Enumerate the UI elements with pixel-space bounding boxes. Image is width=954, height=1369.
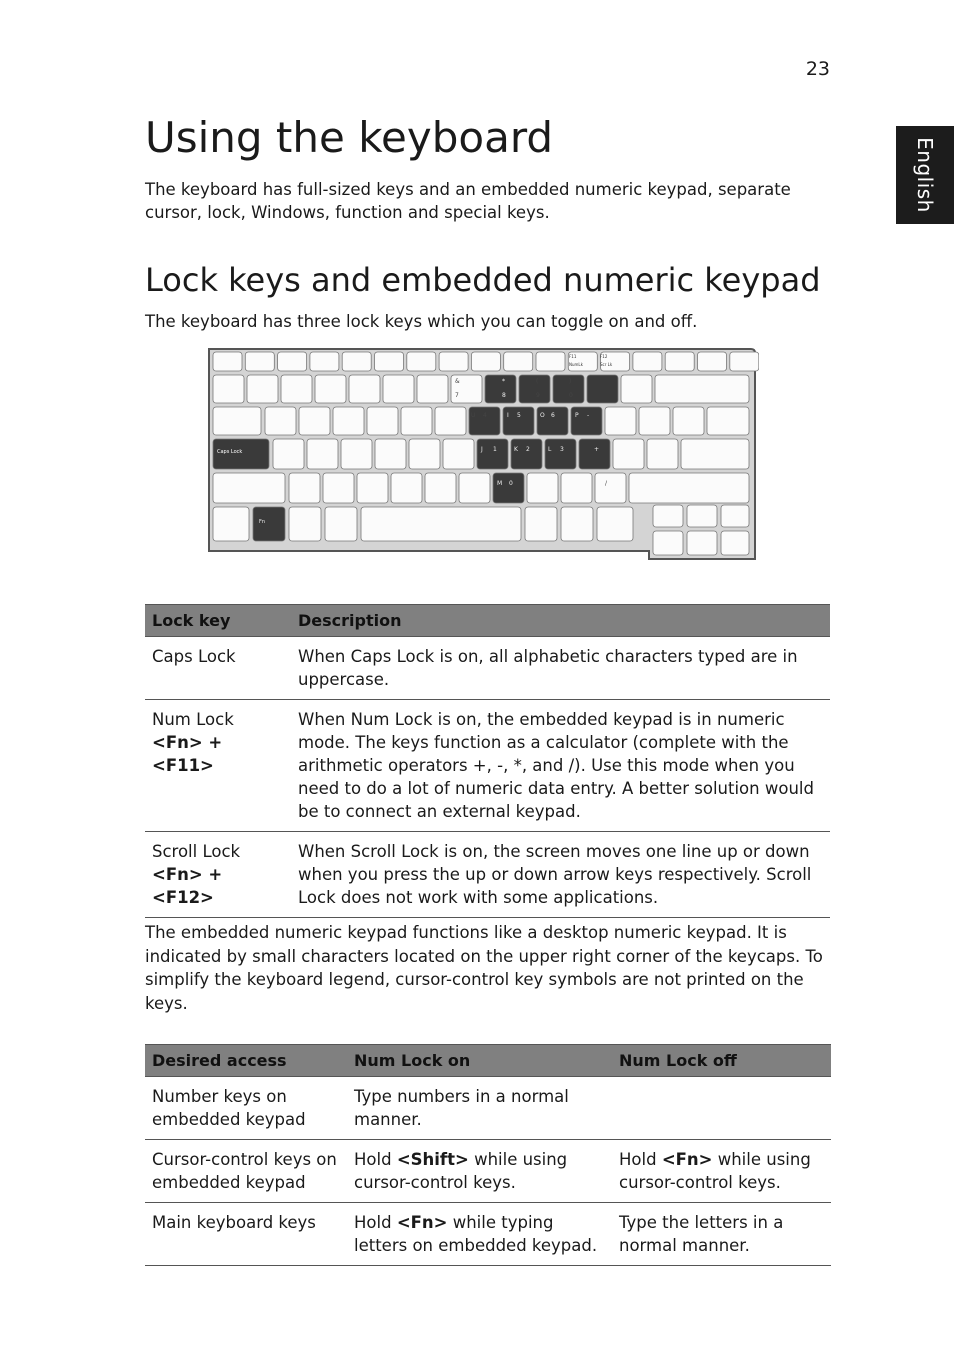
key-i-label: I bbox=[507, 412, 509, 419]
letter-key bbox=[639, 407, 670, 435]
key-o-label: O bbox=[540, 412, 545, 419]
section-title: Lock keys and embedded numeric keypad bbox=[145, 261, 821, 299]
keyboard-keys bbox=[213, 352, 759, 555]
number-row-key bbox=[587, 375, 618, 403]
caps-lock-label: Caps Lock bbox=[217, 449, 243, 455]
windows-key bbox=[289, 507, 321, 541]
column-header: Desired access bbox=[145, 1045, 347, 1077]
column-header: Num Lock off bbox=[612, 1045, 831, 1077]
key-l-label: L bbox=[548, 446, 552, 453]
letter-key bbox=[459, 473, 490, 503]
letter-key bbox=[595, 473, 626, 503]
letter-key bbox=[613, 439, 644, 469]
cell-text: Hold bbox=[354, 1213, 397, 1232]
letter-key bbox=[323, 473, 354, 503]
arrow-key bbox=[687, 505, 717, 527]
table-row bbox=[145, 637, 830, 700]
keyboard-illustration bbox=[203, 345, 759, 563]
tab-key bbox=[213, 407, 261, 435]
page-title: Using the keyboard bbox=[145, 113, 554, 162]
enter-key bbox=[681, 439, 749, 469]
access-cell: Number keys on embedded keypad bbox=[145, 1077, 347, 1140]
number-row-key bbox=[621, 375, 652, 403]
number-row-key bbox=[315, 375, 346, 403]
key-1-label: 1 bbox=[493, 446, 497, 453]
function-key bbox=[439, 352, 468, 371]
column-header: Lock key bbox=[145, 605, 291, 637]
description-cell: When Scroll Lock is on, the screen moves one line up or down when you press the up or down arrow keys respectively. Scroll Lock does not work with some applications. bbox=[291, 832, 830, 918]
num-lock-on-cell bbox=[347, 1203, 612, 1266]
intro-paragraph: The keyboard has full-sized keys and an embedded numeric keypad, separate cursor, lock, Windows, function and special keys. bbox=[145, 180, 791, 222]
letter-key bbox=[307, 439, 338, 469]
key-combination: <Fn> + <F12> bbox=[152, 865, 223, 907]
f12-label: F12 bbox=[600, 354, 608, 359]
column-header: Num Lock on bbox=[347, 1045, 612, 1077]
right-shift-key bbox=[629, 473, 749, 503]
number-row-key bbox=[519, 375, 550, 403]
key-2-label: 2 bbox=[526, 446, 530, 453]
key-minus-label: - bbox=[587, 412, 590, 419]
function-key bbox=[213, 352, 242, 371]
key-combination: <Fn> + <F11> bbox=[152, 733, 223, 775]
function-key bbox=[471, 352, 500, 371]
letter-key bbox=[367, 407, 398, 435]
letter-key bbox=[273, 439, 304, 469]
cell-text: while using cursor-control keys. bbox=[354, 1150, 568, 1192]
arrow-key bbox=[721, 505, 749, 527]
lock-keys-table bbox=[145, 604, 830, 918]
lock-key-name: Scroll Lock bbox=[152, 842, 241, 861]
alt-gr-key bbox=[525, 507, 557, 541]
language-tab bbox=[896, 126, 954, 224]
cell-text: while typing letters on embedded keypad. bbox=[354, 1213, 598, 1255]
letter-key bbox=[289, 473, 320, 503]
column-header: Description bbox=[291, 605, 830, 637]
letter-key bbox=[527, 473, 558, 503]
arrow-key bbox=[653, 505, 683, 527]
number-row-key bbox=[349, 375, 380, 403]
table-header-row bbox=[145, 605, 830, 637]
letter-key bbox=[409, 439, 440, 469]
letter-key bbox=[443, 439, 474, 469]
key-3-label: 3 bbox=[560, 446, 564, 453]
backspace-key bbox=[655, 375, 749, 403]
num-lock-off-cell bbox=[612, 1140, 831, 1203]
number-row-key bbox=[213, 375, 244, 403]
letter-key bbox=[375, 439, 406, 469]
ctrl-key bbox=[213, 507, 249, 541]
table-row bbox=[145, 832, 830, 918]
key-m-label: M bbox=[497, 480, 503, 487]
key-5-label: 5 bbox=[517, 412, 521, 419]
function-key bbox=[245, 352, 274, 371]
function-key bbox=[536, 352, 565, 371]
cell-text: while using cursor-control keys. bbox=[619, 1150, 811, 1192]
key-slash-label: / bbox=[605, 480, 608, 487]
letter-key bbox=[357, 473, 388, 503]
ctrl-key bbox=[597, 507, 633, 541]
letter-key bbox=[673, 407, 704, 435]
function-key bbox=[698, 352, 727, 371]
space-key bbox=[361, 507, 521, 541]
desired-access-table bbox=[145, 1044, 831, 1266]
number-row-key bbox=[383, 375, 414, 403]
letter-key bbox=[511, 439, 542, 469]
num-lock-on-cell bbox=[347, 1140, 612, 1203]
number-row-key bbox=[281, 375, 312, 403]
cell-text: Type the letters in a normal manner. bbox=[619, 1213, 784, 1255]
table-row bbox=[145, 1140, 831, 1203]
num-lock-on-cell bbox=[347, 1077, 612, 1140]
function-key bbox=[310, 352, 339, 371]
key-6-label: 6 bbox=[551, 412, 555, 419]
lock-key-cell bbox=[145, 832, 291, 918]
letter-key bbox=[333, 407, 364, 435]
number-row-key bbox=[417, 375, 448, 403]
key-star-label: * bbox=[502, 378, 505, 385]
letter-key bbox=[391, 473, 422, 503]
cell-text: Type numbers in a normal manner. bbox=[354, 1087, 569, 1129]
key-paren-close-label: ) bbox=[569, 378, 572, 385]
function-key bbox=[407, 352, 436, 371]
function-key bbox=[342, 352, 371, 371]
letter-key bbox=[265, 407, 296, 435]
function-key bbox=[278, 352, 307, 371]
letter-key bbox=[561, 473, 592, 503]
access-cell: Cursor-control keys on embedded keypad bbox=[145, 1140, 347, 1203]
fn-key-label: Fn bbox=[259, 519, 266, 525]
menu-key bbox=[561, 507, 593, 541]
key-p-label: P bbox=[575, 412, 579, 419]
key-code: <Fn> bbox=[661, 1150, 713, 1169]
alt-key bbox=[325, 507, 357, 541]
description-cell: When Num Lock is on, the embedded keypad is in numeric mode. The keys function as a calculator (complete with the arithmetic operators +, -, *, and /). Use this mode when you need to do a lot of numeric data entry. A better solution would be to connect an external keypad. bbox=[291, 700, 830, 832]
key-ampersand-label: & bbox=[455, 378, 460, 385]
letter-key bbox=[477, 439, 508, 469]
function-key bbox=[504, 352, 533, 371]
letter-key bbox=[545, 439, 576, 469]
key-paren-open-label: ( bbox=[536, 378, 539, 385]
letter-key bbox=[435, 407, 466, 435]
letter-key bbox=[579, 439, 610, 469]
key-j-label: J bbox=[481, 446, 483, 453]
key-0-embedded-label: 0 bbox=[509, 480, 513, 487]
key-plus-label: + bbox=[594, 446, 600, 453]
num-lock-off-cell bbox=[612, 1077, 831, 1140]
key-4-label: 4 bbox=[483, 412, 487, 419]
letter-key bbox=[341, 439, 372, 469]
function-key bbox=[665, 352, 694, 371]
arrow-key bbox=[653, 531, 683, 555]
letter-key bbox=[647, 439, 678, 469]
access-cell: Main keyboard keys bbox=[145, 1203, 347, 1266]
function-key bbox=[633, 352, 662, 371]
num-lock-off-cell bbox=[612, 1203, 831, 1266]
arrow-key bbox=[721, 531, 749, 555]
key-code: <Shift> bbox=[396, 1150, 469, 1169]
keyboard-diagram bbox=[203, 345, 759, 563]
function-key bbox=[730, 352, 759, 371]
cell-text: Hold bbox=[354, 1150, 397, 1169]
key-0-label: 0 bbox=[569, 392, 573, 399]
lock-key-name: Caps Lock bbox=[152, 647, 236, 666]
arrow-key bbox=[687, 531, 717, 555]
lock-key-cell bbox=[145, 637, 291, 700]
function-key bbox=[375, 352, 404, 371]
cell-text: Hold bbox=[619, 1150, 662, 1169]
fn-key bbox=[253, 507, 285, 541]
letter-key bbox=[425, 473, 456, 503]
lock-key-cell bbox=[145, 700, 291, 832]
key-7-label: 7 bbox=[455, 392, 459, 399]
backslash-key bbox=[707, 407, 749, 435]
lock-intro-paragraph: The keyboard has three lock keys which you can toggle on and off. bbox=[145, 312, 698, 331]
letter-key bbox=[605, 407, 636, 435]
table-header-row bbox=[145, 1045, 831, 1077]
table-row bbox=[145, 700, 830, 832]
lock-key-name: Num Lock bbox=[152, 710, 234, 729]
number-row-key bbox=[485, 375, 516, 403]
letter-key bbox=[493, 473, 524, 503]
page-number: 23 bbox=[805, 58, 830, 80]
language-tab-label: English bbox=[913, 137, 937, 213]
table-row bbox=[145, 1203, 831, 1266]
key-code: <Fn> bbox=[396, 1213, 448, 1232]
f11-label: F11 bbox=[569, 354, 577, 359]
number-row-key bbox=[247, 375, 278, 403]
table-row bbox=[145, 1077, 831, 1140]
left-shift-key bbox=[213, 473, 285, 503]
description-cell: When Caps Lock is on, all alphabetic characters typed are in uppercase. bbox=[291, 637, 830, 700]
letter-key bbox=[401, 407, 432, 435]
key-u-label: U bbox=[471, 412, 476, 419]
key-k-label: K bbox=[514, 446, 518, 453]
letter-key bbox=[299, 407, 330, 435]
numlk-label: NumLk bbox=[569, 362, 583, 367]
key-8-label: 8 bbox=[502, 392, 506, 399]
scrlk-label: Scr Lk bbox=[600, 362, 613, 367]
keypad-note-paragraph: The embedded numeric keypad functions like a desktop numeric keypad. It is indicated by small characters located on the upper right corner of the keycaps. To simplify the keyboard legend, cursor-control key symbols are not printed on the keys. bbox=[145, 923, 823, 1013]
key-9-label: 9 bbox=[536, 392, 540, 399]
